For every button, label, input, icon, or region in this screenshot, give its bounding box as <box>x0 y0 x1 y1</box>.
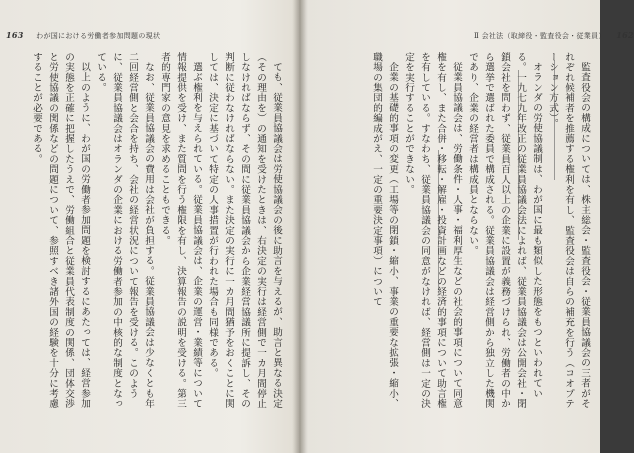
right-paragraph: 従業員協議会は、労働条件・人事・福利厚生などの社会的事項について同意権を有し、また合併・移転・解雇・投資計画などの経済的事項について助言権を有している。すなわち、従業員協議会の同意がなければ、経営側は一定の決定を実行することができない。 <box>403 52 462 409</box>
left-body-text <box>10 52 284 412</box>
left-page <box>0 0 296 453</box>
right-body-text <box>312 52 592 412</box>
pen-mark <box>438 150 439 290</box>
right-running-head-title: Ⅱ 会社法（取締役・監査役会・従業員） <box>474 32 606 40</box>
right-page-number: 162 <box>616 30 634 40</box>
left-running-head-title: わが国における労働者参加問題の現状 <box>36 32 161 40</box>
left-paragraph: ても、従業員協議会は労使協議会の後に助言を与えるが、助言と異なる決定（その理由を）の通知を受けたときは、右決定の実行は経営側で一カ月間停止しなければならず、その間に従業員協議会から企業経営協議所に提訴し、その判断に従わなければならない。また決定の実行に一カ月間猶予をおくことに関しては、決定に基づいて特定の人事措置が行われた場合も同様である。 <box>207 52 282 409</box>
left-page-number: 163 <box>6 30 24 40</box>
right-page <box>304 0 634 453</box>
right-running-header <box>474 30 634 41</box>
right-paragraph: オランダの労使協議制は、わが国に最も類似した形態をもつといわれている。一九七九年改正の従業員協議会法によれば、従業員協議会は公開会社・閉鎖会社を問わず、従業員百人以上の企業に設置が義務づけられ、労働者の中から選挙で選ばれた委員で構成される。従業員協議会は経営側から独立した機関であり、企業の経営者は構成員とならない。 <box>467 52 542 409</box>
right-paragraph: 監査役会の構成については、株主総会・監査役会・従業員協議会の三者がそれぞれ候補者を推薦する権利を有し、監査役会は自らの補充を行う（コオプテーション方式）。 <box>547 52 590 409</box>
left-paragraph: なお、従業員協議会の費用は会社が負担する。従業員協議会は少なくとも年二回経営側と会合を持ち、会社の経営状況について報告を受ける。このように、従業員協議会はオランダの企業における労働者参加の中核的な制度となっている。 <box>95 52 154 409</box>
pen-mark <box>554 60 555 180</box>
pen-mark <box>518 70 519 240</box>
left-paragraph: 選ぶ権利を与えられている。従業員協議会は、企業の運営・業績等について情報提供を受け、また質問を行う権限を有し、決算報告の説明を受ける。第三者的専門家の意見を求めることもできる。 <box>159 52 202 409</box>
left-running-header <box>6 30 160 41</box>
left-paragraph: 以上のように、わが国の労働者参加問題を検討するにあたっては、経営参加の実態を正確に把握したうえで、労働組合と従業員代表制度の関係、団体交渉と労使協議の関係などの問題について、参照すべき諸外国の経験を十分に考慮することが必要である。 <box>31 52 90 409</box>
right-paragraph: 企業の基礎的事項の変更（工場等の閉鎖・縮小、事業の重要な拡張・縮小、職場の集団的編成がえ、一定の重要決定事項）について <box>371 52 398 409</box>
